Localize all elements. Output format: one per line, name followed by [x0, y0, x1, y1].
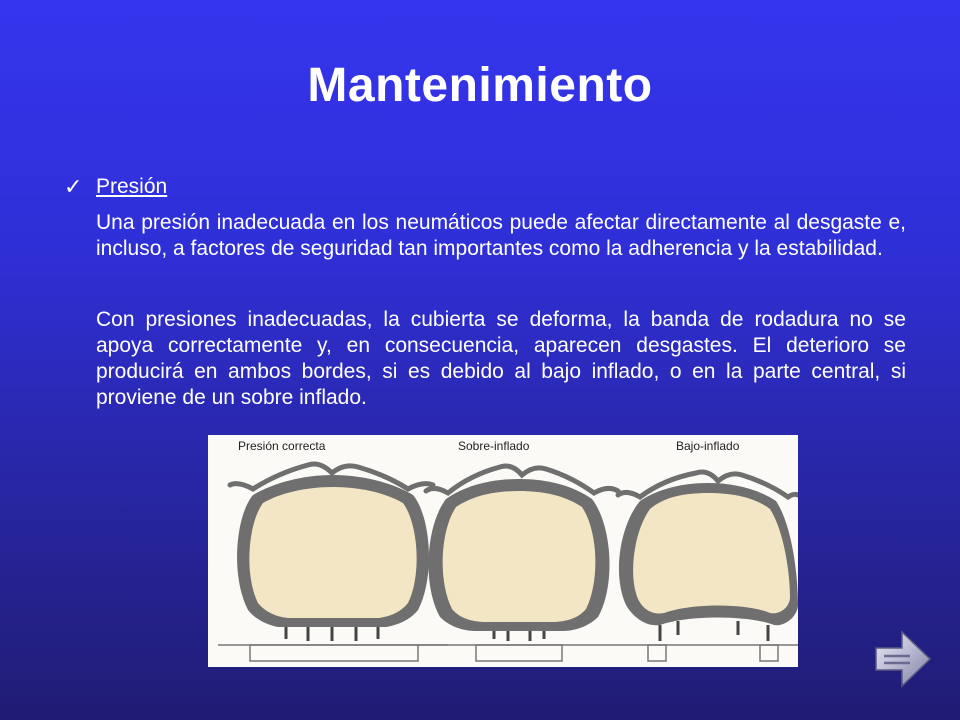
tire-pressure-figure: [208, 435, 798, 667]
label-presion-correcta: Presión correcta: [238, 439, 326, 453]
slide-title: Mantenimiento: [307, 59, 653, 112]
label-sobre-inflado: Sobre-inflado: [458, 439, 530, 453]
tire-over-inflated: [418, 466, 618, 661]
checkmark-icon: ✓: [64, 174, 83, 199]
bullet-label: Presión: [96, 175, 168, 198]
next-slide-button[interactable]: [872, 628, 934, 690]
tire-under-inflated: [618, 472, 798, 661]
paragraph-2: Con presiones inadecuadas, la cubierta se deforma, la banda de rodadura no se apoya correctamente y, en consecuencia, aparecen desgastes. El deterioro se producirá en ambos bordes, si es debido al bajo inflado, o en la parte central, si proviene de un sobre inflado.: [96, 308, 906, 409]
paragraph-1: Una presión inadecuada en los neumáticos puede afectar directamente al desgaste e, incluso, a factores de seguridad tan importantes como la adherencia y la estabilidad.: [96, 211, 906, 260]
label-bajo-inflado: Bajo-inflado: [676, 439, 740, 453]
tire-diagram: [208, 435, 798, 667]
right-arrow-icon: [872, 628, 934, 690]
tire-correct-pressure: [218, 464, 448, 661]
bullet-item-presion: [64, 175, 167, 199]
